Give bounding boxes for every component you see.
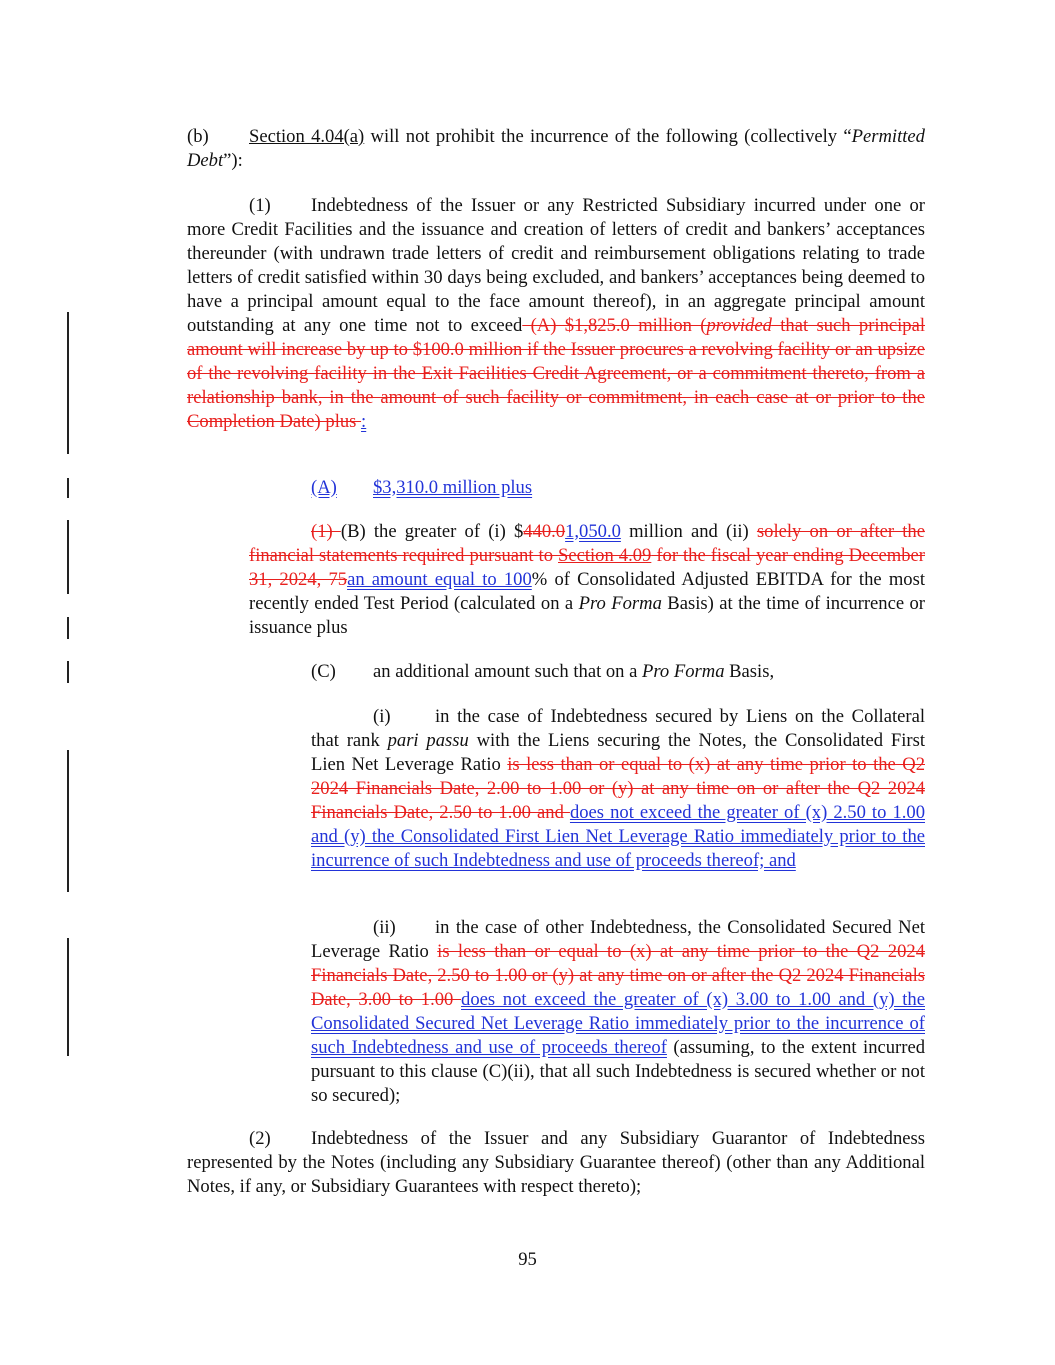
inserted-text: does not exceed the greater of (x) 2.50 to 1.00 and (y) the Consolidated First Lien Net Leverage Ratio immediately prior to the incurrence of such Indebtedness and use of proceeds thereof; and xyxy=(311,802,925,871)
paragraph-C-ii-label: (ii) xyxy=(373,917,396,938)
paragraph-A-label: (A) xyxy=(311,477,337,498)
paragraph-b: (b) Section 4.04(a) will not prohibit the incurrence of the following (collectively “Permitted Debt”): xyxy=(187,126,925,171)
inserted-text: does not exceed the greater of (x) 3.00 to 1.00 and (y) the Consolidated Secured Net Leverage Ratio immediately prior to the incurrence of such Indebtedness and use of proceeds thereof xyxy=(311,989,925,1058)
change-bar xyxy=(67,661,69,683)
paragraph-2-label: (2) xyxy=(249,1128,271,1149)
paragraph-1-label: (1) xyxy=(249,195,271,216)
paragraph-A xyxy=(311,476,925,500)
change-bar xyxy=(67,750,69,892)
paragraph-2: (2) Indebtedness of the Issuer and any Subsidiary Guarantor of Indebtedness represented by the Notes (including any Subsidiary Guarantee thereof) (other than any Additional Notes, if any, or Subsidiary Guarantees with respect thereto); xyxy=(187,1128,925,1197)
deleted-text: 440.0 xyxy=(523,521,566,542)
paragraph-C-label: (C) xyxy=(311,661,336,682)
defined-term: Permitted Debt xyxy=(187,126,925,171)
paragraph-1: (1) Indebtedness of the Issuer or any Restricted Subsidiary incurred under one or more Credit Facilities and the issuance and creation of letters of credit and bankers’ acceptances thereunder (with undrawn trade letters of credit and reimbursement obligations relating to trade letters of credit satisfied within 30 days being excluded, and bankers’ acceptances being deemed to have a principal amount equal to the face amount thereof), in an aggregate principal amount outstanding at any one time not to exceed (A) $1,825.0 million (provided that such principal amount will increase by up to $100.0 million if the Issuer procures a revolving facility or an upsize of the revolving facility in the Exit Facilities Credit Agreement, or a commitment thereto, from a relationship bank, in the amount of such facility or commitment, in each case at or prior to the Completion Date) plus : xyxy=(187,195,926,432)
change-bar xyxy=(67,520,69,594)
section-ref-link: Section 4.04(a) xyxy=(249,126,365,147)
paragraph-C: (C) an additional amount such that on a Pro Forma Basis, xyxy=(311,661,775,682)
deleted-text: that such principal amount will increase by up to $100.0 million if the Issuer procures a revolving facility or an upsize of the revolving facility in the Exit Facilities Credit Agreement, or a commitment thereto, from a relationship bank, in the amount of such facility or commitment, in each case at or prior to the Completion Date) plus xyxy=(187,315,926,432)
deleted-text: (1) xyxy=(311,521,341,542)
paragraph-C-i: (i) in the case of Indebtedness secured by Liens on the Collateral that rank pari passu with the Liens securing the Notes, the Consolidated First Lien Net Leverage Ratio is less than or equal to (x) at any time prior to the Q2 2024 Financials Date, 2.00 to 1.00 or (y) at any time on or after the Q2 2024 Financials Date, 2.50 to 1.00 and does not exceed the greater of (x) 2.50 to 1.00 and (y) the Consolidated First Lien Net Leverage Ratio immediately prior to the incurrence of such Indebtedness and use of proceeds thereof; and xyxy=(311,706,926,871)
inserted-text: : xyxy=(361,411,367,432)
change-bar xyxy=(67,478,69,498)
change-bar xyxy=(67,938,69,1056)
deleted-text: solely on or after the financial statements required pursuant to xyxy=(249,521,925,566)
page-number: 95 xyxy=(518,1249,537,1270)
paragraph-B: (1) (B) the greater of (i) $440.01,050.0 million and (ii) solely on or after the financial statements required pursuant to Section 4.09 for the fiscal year ending December 31, 2024, 75an amount equal to 100% of Consolidated Adjusted EBITDA for the most recently ended Test Period (calculated on a Pro Forma Basis) at the time of incurrence or issuance plus xyxy=(249,521,926,638)
change-bar xyxy=(67,312,69,454)
paragraph-C-ii: (ii) in the case of other Indebtedness, the Consolidated Secured Net Leverage Ratio is less than or equal to (x) at any time prior to the Q2 2024 Financials Date, 2.50 to 1.00 or (y) at any time on or after the Q2 2024 Financials Date, 3.00 to 1.00 does not exceed the greater of (x) 3.00 to 1.00 and (y) the Consolidated Secured Net Leverage Ratio immediately prior to the incurrence of such Indebtedness and use of proceeds thereof (assuming, to the extent incurred pursuant to this clause (C)(ii), that all such Indebtedness is secured whether or not so secured); xyxy=(311,917,925,1106)
deleted-text: for the fiscal year ending December 31, 2024, 75 xyxy=(249,545,926,590)
deleted-text: provided xyxy=(706,315,772,336)
deleted-text: is less than or equal to (x) at any time prior to the Q2 2024 Financials Date, 2.00 to 1.00 or (y) at any time on or after the Q2 2024 Financials Date, 2.50 to 1.00 and xyxy=(311,754,925,823)
paragraph-b-label: (b) xyxy=(187,126,209,147)
inserted-text: $3,310.0 million plus xyxy=(373,477,533,498)
inserted-text: 1,050.0 xyxy=(565,521,621,542)
paragraph-C-i-label: (i) xyxy=(373,706,391,727)
inserted-text: an amount equal to 100 xyxy=(347,569,532,590)
deleted-section-ref: Section 4.09 xyxy=(558,545,652,566)
deleted-text: is less than or equal to (x) at any time prior to the Q2 2024 Financials Date, 2.50 to 1.00 or (y) at any time on or after the Q2 2024 Financials Date, 3.00 to 1.00 xyxy=(311,941,925,1010)
change-bar xyxy=(67,617,69,639)
deleted-text: (A) $1,825.0 million ( xyxy=(522,315,707,336)
